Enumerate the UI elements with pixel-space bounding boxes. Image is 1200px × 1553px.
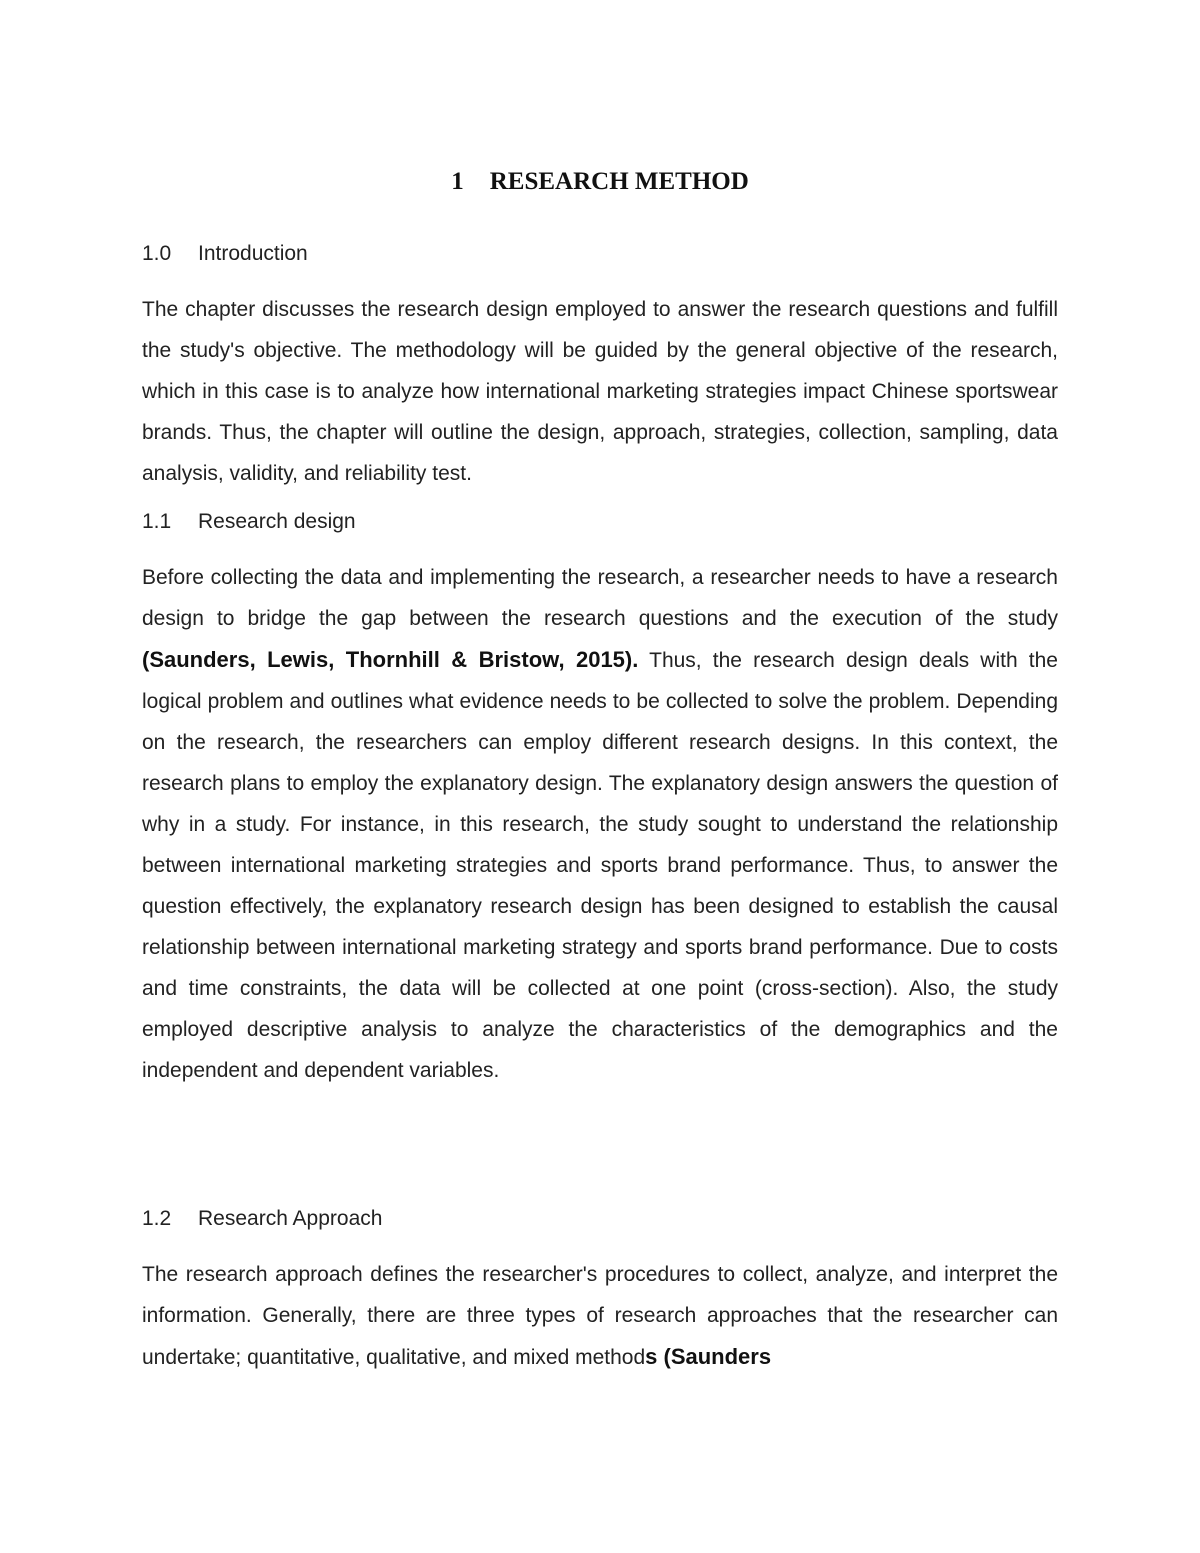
citation: s (Saunders <box>645 1344 772 1369</box>
section-heading-research-design <box>142 508 1058 536</box>
section-title: Introduction <box>198 242 308 265</box>
citation: (Saunders, Lewis, Thornhill & Bristow, 2015). <box>142 647 639 672</box>
blank-space <box>142 1101 1058 1205</box>
research-approach-paragraph <box>142 1254 1058 1378</box>
section-title: Research Approach <box>198 1207 383 1230</box>
section-title: Research design <box>198 510 356 533</box>
document-page <box>142 160 1058 1388</box>
paragraph-text: Thus, the research design deals with the logical problem and outlines what evidence needs to be collected to solve the problem. Depending on the research, the researchers can employ different research designs. In this context, the research plans to employ the explanatory design. The explanatory design answers the question of why in a study. For instance, in this research, the study sought to understand the relationship between international marketing strategies and sports brand performance. Thus, to answer the question effectively, the explanatory research design has been designed to establish the causal relationship between international marketing strategy and sports brand performance. Due to costs and time constraints, the data will be collected at one point (cross-section). Also, the study employed descriptive analysis to analyze the characteristics of the demographics and the independent and dependent variables. <box>142 649 1058 1082</box>
section-heading-introduction <box>142 240 1058 268</box>
section-number: 1.0 <box>142 242 172 265</box>
paragraph-text: The research approach defines the researcher's procedures to collect, analyze, and interpret the information. Generally, there are three types of research approaches that the researcher can undertake; quantitative, qualitative, and mixed method <box>142 1263 1058 1369</box>
chapter-title-text: RESEARCH METHOD <box>489 168 749 195</box>
chapter-title <box>142 160 1058 204</box>
chapter-number: 1 <box>451 168 464 195</box>
introduction-paragraph: The chapter discusses the research design employed to answer the research questions and fulfill the study's objective. The methodology will be guided by the general objective of the research, which in this case is to analyze how international marketing strategies impact Chinese sportswear brands. Thus, the chapter will outline the design, approach, strategies, collection, sampling, data analysis, validity, and reliability test. <box>142 298 1058 485</box>
section-number: 1.2 <box>142 1207 172 1230</box>
paragraph-text: Before collecting the data and implementing the research, a researcher needs to have a research design to bridge the gap between the research questions and the execution of the study <box>142 566 1058 630</box>
section-heading-research-approach <box>142 1205 1058 1233</box>
research-design-paragraph <box>142 557 1058 1091</box>
section-number: 1.1 <box>142 510 172 533</box>
